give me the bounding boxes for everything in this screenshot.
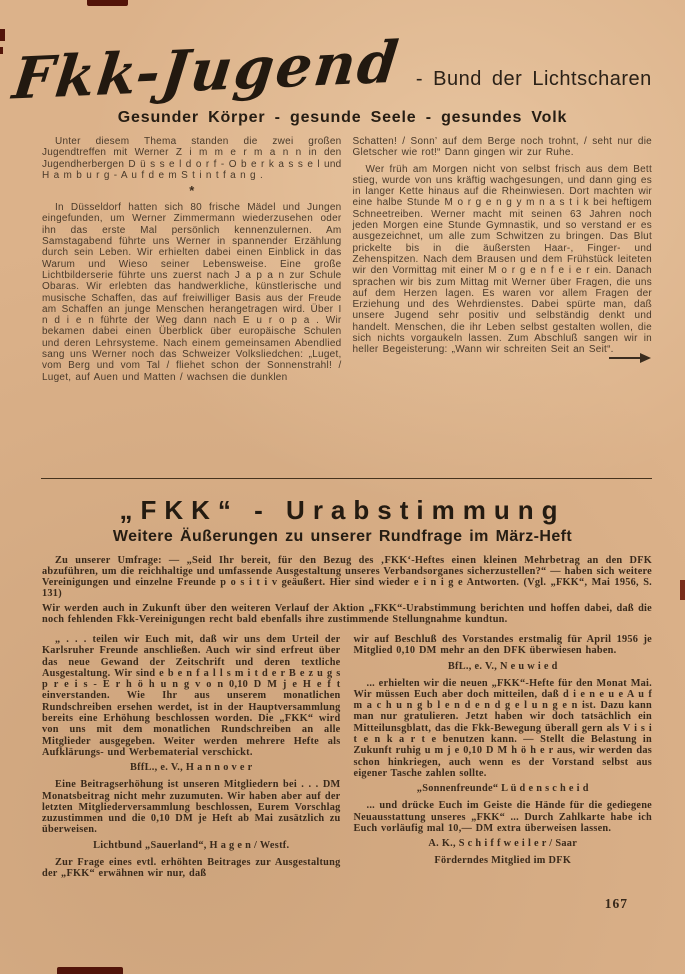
letter-paragraph: wir auf Beschluß des Vorstandes erstmalig für April 1956 je Mitglied 0,10 DM mehr an den DFK überwiesen haben.	[353, 634, 652, 657]
section-title: „FKK“ - Urabstimmung	[119, 495, 566, 525]
right-arrow-icon	[609, 357, 649, 359]
letters-left-column	[42, 634, 341, 883]
masthead-title-row	[0, 28, 685, 113]
scan-edge-artifact-left	[0, 47, 3, 54]
letter-attribution: „Sonnenfreunde“ L ü d e n s c h e i d	[416, 783, 589, 795]
letter-attribution: BffL., e. V., H a n n o v e r	[130, 762, 253, 774]
scan-edge-artifact-top	[87, 0, 128, 6]
paragraph: Unter diesem Thema standen die zwei großen Jugendtreffen mit Werner Z i m m e r m a n n in den Jugendherbergen D ü s s e l d o r f - O b e r k a s s e l und H a m b u r g - A u f d e m S t i n t f a n g .	[42, 136, 342, 181]
scan-edge-artifact-bottom	[57, 967, 123, 974]
letter-paragraph: „ . . . teilen wir Euch mit, daß wir uns dem Urteil der Karlsruher Freunde anschließen. Auch wir sind erfreut über das neue Gewand der Zeitschrift und deren textliche Ausgestaltung. Wir sind e b e n f a l l s m i t d e r B e z u g s p r e i s - E r h ö h u n g v o n 0,10 D M j e H e f t einverstanden. Wie Ihr aus unserem monatlichen Rundschreiben ersehen werdet, ist in der Hauptversammlung bereits eine Erhöhung beschlossen worden. Die „FKK“ wird von uns mit dem monatlichen Rundschreiben an alle Mitglieder ausgegeben. Weiter werden mehrere Hefte als Aufklärungs- und Werbematerial verschickt.	[42, 634, 341, 758]
paragraph: In Düsseldorf hatten sich 80 frische Mädel und Jungen eingefunden, um Werner Zimmermann wiederzusehen oder ihn das erste Mal persönlich kennenzulernen. Am Samstagabend führte uns Werner in spannender Erzählung durch sein Leben. Wir erhielten dabei einen Einblick in das Warum und Wieso seiner Lebensweise. Eine große Lichtbilderserie führte uns zuerst nach J a p a n zur Schule Obaras. Wir erlebten das handwerkliche, künstlerische und musische Schaffen, das auf freiwilliger Basis aus der Freude am Schaffen an junge Menschen herangetragen wird. Über I n d i e n führte der Weg dann nach E u r o p a . Wir bekamen dabei einen Überblick über europäische Schulen und deren Lehrsysteme. Nach einem gemeinsamen Abendlied sang uns Werner noch das Schweizer Volksliedchen: „Luget, vom Berg und vom Tal / fliehet schon der Sonnenstrahl! / Luget, auf Auen und Matten / wachsen die dunklen	[42, 202, 342, 383]
letter-paragraph: Eine Beitragserhöhung ist unseren Mitgliedern bei . . . DM Monatsbeitrag nicht mehr zuzumuten. Wir haben aber auf der letzten Mitgliederversammlung beschlossen, Eurem Vorschlag zuzustimmen und die 0,10 DM je Heft ab Mai zusätzlich zu überweisen.	[42, 779, 341, 836]
section-divider	[41, 478, 652, 479]
scan-edge-artifact-right	[680, 580, 685, 600]
letter-attribution: A. K., S c h i f f w e i l e r / Saar	[428, 838, 578, 850]
article-fkk-urabstimmung	[0, 495, 685, 883]
letters-right-column	[354, 634, 653, 883]
intro-paragraph: Wir werden auch in Zukunft über den weiteren Verlauf der Aktion „FKK“-Urabstimmung berichten und hoffen dabei, daß die noch fehlenden Fkk-Vereinigungen recht bald ebenfalls ihre zustimmende Stellungnahme kundtun.	[42, 603, 652, 625]
letters-columns	[42, 634, 652, 883]
letter-attribution: Förderndes Mitglied im DFK	[434, 855, 572, 867]
paragraph: Wer früh am Morgen nicht von selbst frisch aus dem Bett stieg, wurde von uns kräftig wachgesungen, und dann ging es in langer Kette hinaus auf die Rheinwiesen. Dort machten wir eine halbe Stunde M o r g e n g y m n a s t i k bei heftigem Schneetreiben. Werner macht mit seinen 63 Jahren noch jeden Morgen eine Stunde Gymnastik, und so verstand er es ausgezeichnet, um alle zum Schwitzen zu bringen. Das Blut prickelte bis in die äußersten Haar-, Finger- und Zehenspitzen. Nach dem Brausen und dem Frühstück leiteten wir den Vormittag mit einer M o r g e n f e i e r ein. Danach sprachen wir bis zum Mittag mit Werner über Fragen, die uns auf dem Herzen lagen. Es waren vor allem Fragen der Erziehung und des Wehrdienstes. Dabei spürte man, daß unsere Jugend sehr positiv und selbständig denkt und handelt. Menschen, die ihr Leben selbst gestalten wollen, die sich nichts vorgaukeln lassen. Zum Abschluß sangen wir in heller Begeisterung: „Wann wir schreiten Seit an Seit“.	[352, 163, 652, 356]
letter-paragraph: ... erhielten wir die neuen „FKK“-Hefte für den Monat Mai. Wir müssen Euch aber doch mitteilen, daß d i e n e u e A u f m a c h u n g b l e n d e n d g e l u n g e n ist. Dazu kann man nur gratulieren. Jetzt haben wir doch tatsächlich ein Mitteilunsgblatt, das die Fkk-Bewegung überall gern als V i s i t e n k a r t e benutzen kann. — Stellt die Belastung in Zukunft ruhig u m j e 0,10 D M h ö h e r aus, wir werden das schon hinkriegen, auch wenn es der Vorstand selbst aus eigener Tasche zahlen sollte.	[353, 677, 652, 779]
article-fkk-jugend	[42, 136, 652, 468]
letter-attribution: BfL., e. V., N e u w i e d	[447, 660, 558, 672]
letter-paragraph: Zur Frage eines evtl. erhöhten Beitrages zur Ausgestaltung der „FKK“ erwähnen wir nur, daß	[42, 856, 341, 880]
scan-edge-artifact-left	[0, 29, 5, 41]
article1-right-column	[353, 136, 653, 468]
letter-attribution: Lichtbund „Sauerland“, H a g e n / Westf.	[93, 839, 290, 851]
motto-line: Gesunder Körper - gesunde Seele - gesundes Volk	[117, 109, 568, 126]
magazine-title: Fkk-Jugend	[9, 28, 404, 113]
magazine-title-suffix: - Bund der Lichtscharen	[415, 68, 652, 90]
intro-paragraph: Zu unserer Umfrage: — „Seid Ihr bereit, für den Bezug des ‚FKK‘-Heftes einen kleinen Mehrbetrag an den DFK abzuführen, um die reichhaltige und umfassende Ausgestaltung unseres Verbandsorganes sicherzustellen?“ — haben sich weitere Vereinigungen und einzelne Freunde p o s i t i v geäußert. Hier sind wieder e i n i g e Antworten. (Vgl. „FKK“, Mai 1956, S. 131)	[42, 555, 652, 599]
letter-paragraph: ... und drücke Euch im Geiste die Hände für die gediegene Neuausstattung unseres „FKK“ ... Durch Zahlkarte habe ich Euch vorläufig mal 10,— DM extra überweisen lassen.	[353, 800, 652, 834]
page-number: 167	[604, 896, 628, 911]
star-divider-icon: *	[189, 183, 195, 199]
masthead	[0, 0, 685, 127]
article1-left-column	[42, 136, 342, 468]
paragraph: Schatten! / Sonn’ auf dem Berge noch trohnt, / seht nur die Gletscher wie rot!“ Dann gingen wir zur Ruhe.	[352, 136, 652, 159]
section-subtitle: Weitere Äußerungen zu unserer Rundfrage im März-Heft	[112, 528, 573, 545]
